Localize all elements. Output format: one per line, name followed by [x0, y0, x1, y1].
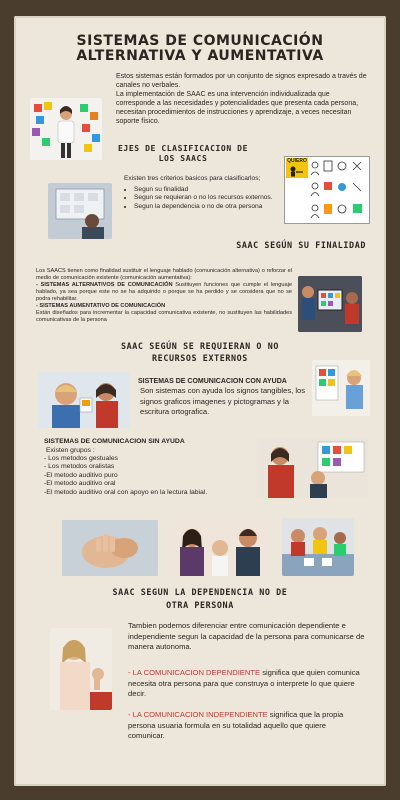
ejes-list [124, 186, 274, 212]
recursos-heading-line-1: SAAC SEGÚN SE REQUIERAN O NO [121, 341, 279, 351]
list-item: • Segun la dependencia o no de otra persona [134, 203, 274, 212]
ejes-text [124, 175, 274, 211]
aumentativo-label: - SISTEMAS AUMENTATIVO DE COMUNICACIÓN [36, 303, 166, 309]
child-cards-image [38, 372, 130, 428]
hands-sign-image [62, 520, 158, 576]
alternativos-text: Sustituyen funciones que cumple el lenguaje hablado, ya sea porque este no se ha adquirido o porque se ha perdido y se considera que no se podra rehabilitar. [36, 282, 292, 302]
family-baby-image [172, 520, 268, 576]
title-line-1: SISTEMAS DE COMUNICACIÓN [76, 33, 324, 49]
dependiente-text: significa que quien comunica necesita otra persona para que construya o interprete lo que quiere decir. [128, 668, 360, 698]
ejes-heading-line-1: EJES DE CLASIFICACION DE [118, 144, 248, 153]
list-item: -El metodo auditivo oral con apoyo en la lectura labial. [44, 488, 208, 496]
dependencia-heading-line-2: OTRA PERSONA [166, 600, 234, 610]
intro-text [116, 72, 368, 126]
teacher-child-image [258, 438, 368, 498]
picture-board-image [312, 360, 370, 416]
woman-signing-image [50, 628, 112, 710]
tablet-communication-image [298, 276, 362, 332]
sin-ayuda-lead: Existen grupos : [46, 446, 95, 454]
ejes-heading [108, 144, 258, 164]
dependiente-block [128, 668, 364, 700]
recursos-heading-line-2: RECURSOS EXTERNOS [152, 353, 248, 363]
ejes-lead: Existen tres criterios basicos para clasificarlos; [124, 175, 261, 182]
dependencia-heading-line-1: SAAC SEGUN LA DEPENDENCIA NO DE [112, 587, 288, 597]
dependencia-heading [50, 586, 350, 612]
pictogram-quiero [286, 158, 308, 178]
finalidad-intro: Los SAACS tienen como finalidad sustituir el lenguaje hablado (comunicación alternativa) o reforzar el medio de comunicación existente (comunicación aumentativa): [36, 268, 292, 281]
list-item: • Segun se requieran o no los recursos externos. [134, 194, 274, 203]
pictogram-board [284, 156, 370, 224]
aumentativo-text: Están diseñados para incrementar la capacidad comunicativa existente, no sustituyen las habilidades comunicativas de la persona [36, 310, 292, 323]
ejes-heading-line-2: LOS SAACS [158, 154, 208, 163]
list-item: - Los metodos oralistas [44, 463, 115, 471]
list-item: -El metodo auditivo oral [44, 480, 116, 488]
independiente-label: - LA COMUNICACION INDEPENDIENTE [128, 710, 268, 719]
woman-puzzle-image [30, 98, 102, 160]
sin-ayuda-list [44, 455, 254, 497]
page-title [20, 34, 380, 64]
list-item: • Segun su finalidad [134, 186, 274, 195]
independiente-block [128, 710, 364, 742]
finalidad-heading: SAAC SEGÚN SU FINALIDAD [236, 240, 366, 250]
finalidad-text [36, 268, 292, 324]
title-line-2: ALTERNATIVA Y AUMENTATIVA [76, 48, 324, 64]
con-ayuda-block [138, 377, 314, 418]
dependencia-intro: Tambien podemos diferenciar entre comunicación dependiente e independiente segun la capacidad de la persona para comunicarse de manera autonoma. [128, 621, 365, 651]
intro-paragraph-2: La implementación de SAAC es una intervención individualizada que corresponde a las necesidades y potencialidades que presenta cada persona, necesitan procedimientos de instrucciones y aprendizaje, a veces necesitan soporte físico. [116, 91, 359, 125]
list-item: - Los metodos gestuales [44, 455, 119, 462]
finalidad-alternativos [36, 282, 292, 303]
pictogram-grid-icons [309, 158, 368, 222]
classroom-image [48, 183, 112, 239]
dependiente-label: - LA COMUNICACION DEPENDIENTE [128, 668, 261, 677]
group-table-image [282, 518, 354, 576]
intro-paragraph-1: Estos sistemas están formados por un conjunto de signos expresado a través de canales no verbales. [116, 73, 367, 89]
sin-ayuda-block [44, 438, 254, 497]
independiente-text: significa que la propia persona usuaria formula en su totalidad aquello que quiere comunicar. [128, 710, 344, 740]
recursos-heading [60, 340, 340, 364]
sin-ayuda-title: SISTEMAS DE COMUNICACION SIN AYUDA [44, 438, 185, 445]
pictogram-quiero-label: QUIERO [287, 158, 307, 164]
con-ayuda-text: Son sistemas con ayuda los signos tangibles, los signos graficos imagenes y pictogramas y la escritura ortografica. [140, 386, 306, 416]
list-item: -El metodo auditivo puro [44, 471, 118, 479]
con-ayuda-title: SISTEMAS DE COMUNICACION CON AYUDA [138, 378, 287, 385]
alternativos-label: - SISTEMAS ALTERNATIVOS DE COMUNICACIÓN [36, 282, 173, 288]
